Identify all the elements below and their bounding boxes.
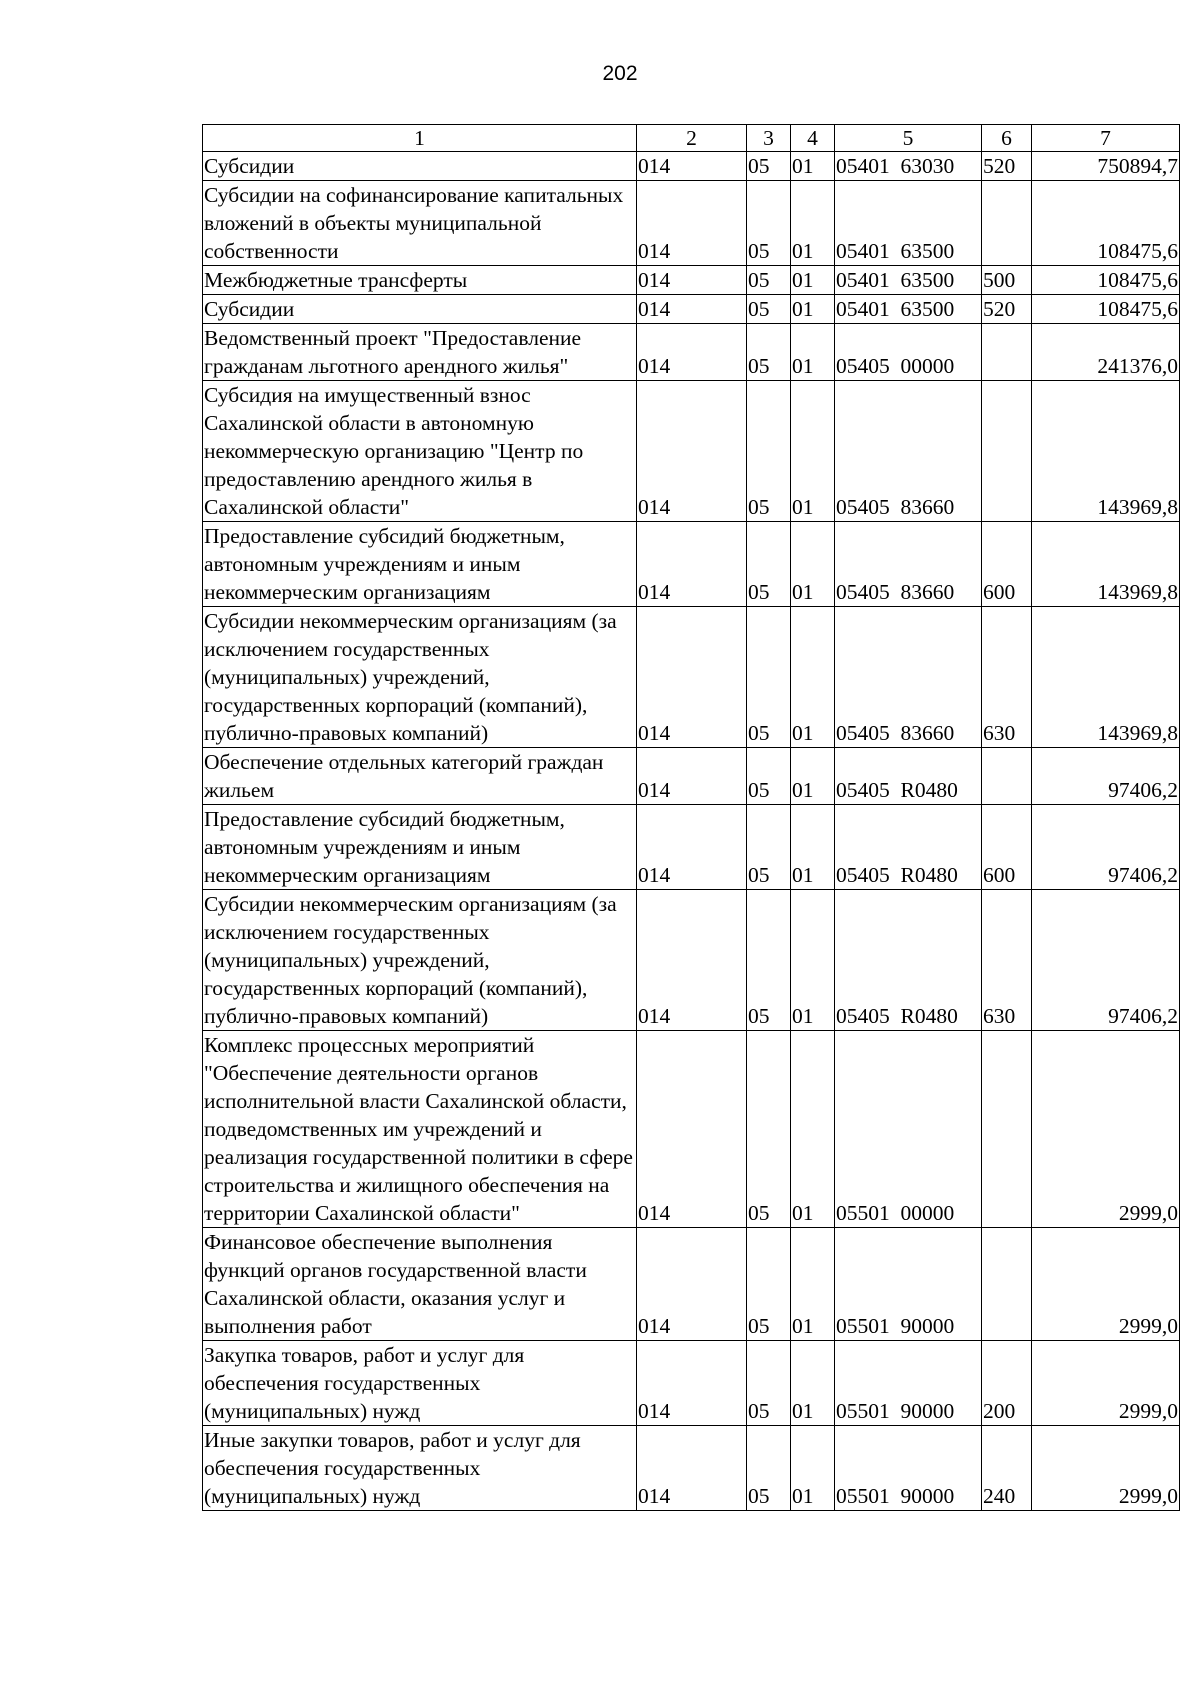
- row-name-cell: Субсидии: [203, 152, 637, 181]
- amount-cell: 97406,2: [1032, 890, 1180, 1031]
- section-code-cell: 05: [747, 1341, 791, 1426]
- target-article-cell: 05401 63500: [835, 266, 982, 295]
- admin-code-cell: 014: [637, 805, 747, 890]
- subsection-code-cell: 01: [791, 381, 835, 522]
- amount-cell: 108475,6: [1032, 295, 1180, 324]
- table-row: [203, 805, 1180, 890]
- amount-cell: 241376,0: [1032, 324, 1180, 381]
- admin-code-cell: 014: [637, 748, 747, 805]
- expense-type-cell: 600: [982, 522, 1032, 607]
- target-article-cell: 05501 90000: [835, 1341, 982, 1426]
- expense-type-cell: [982, 181, 1032, 266]
- amount-cell: 108475,6: [1032, 181, 1180, 266]
- subsection-code-cell: 01: [791, 522, 835, 607]
- column-header-5: 5: [835, 125, 982, 152]
- target-article-cell: 05405 00000: [835, 324, 982, 381]
- admin-code-cell: 014: [637, 266, 747, 295]
- admin-code-cell: 014: [637, 1426, 747, 1511]
- subsection-code-cell: 01: [791, 805, 835, 890]
- target-article-cell: 05405 R0480: [835, 748, 982, 805]
- admin-code-cell: 014: [637, 295, 747, 324]
- subsection-code-cell: 01: [791, 1341, 835, 1426]
- target-article-cell: 05405 83660: [835, 381, 982, 522]
- expense-type-cell: 240: [982, 1426, 1032, 1511]
- amount-cell: 143969,8: [1032, 522, 1180, 607]
- admin-code-cell: 014: [637, 1228, 747, 1341]
- admin-code-cell: 014: [637, 1031, 747, 1228]
- section-code-cell: 05: [747, 748, 791, 805]
- amount-cell: 2999,0: [1032, 1228, 1180, 1341]
- admin-code-cell: 014: [637, 522, 747, 607]
- expense-type-cell: 630: [982, 607, 1032, 748]
- expense-type-cell: [982, 381, 1032, 522]
- amount-cell: 143969,8: [1032, 381, 1180, 522]
- budget-table: [202, 124, 1180, 1511]
- table-row: [203, 1426, 1180, 1511]
- target-article-cell: 05405 R0480: [835, 805, 982, 890]
- row-name-cell: Закупка товаров, работ и услуг для обеспечения государственных (муниципальных) нужд: [203, 1341, 637, 1426]
- amount-cell: 97406,2: [1032, 805, 1180, 890]
- page-number: 202: [602, 62, 638, 85]
- admin-code-cell: 014: [637, 152, 747, 181]
- row-name-cell: Субсидии некоммерческим организациям (за исключением государственных (муниципальных) учреждений, государственных корпораций (компаний), публично-правовых компаний): [203, 890, 637, 1031]
- subsection-code-cell: 01: [791, 1031, 835, 1228]
- section-code-cell: 05: [747, 266, 791, 295]
- table-row: [203, 522, 1180, 607]
- row-name-cell: Ведомственный проект "Предоставление гражданам льготного арендного жилья": [203, 324, 637, 381]
- admin-code-cell: 014: [637, 607, 747, 748]
- table-row: [203, 152, 1180, 181]
- section-code-cell: 05: [747, 324, 791, 381]
- target-article-cell: 05401 63500: [835, 295, 982, 324]
- section-code-cell: 05: [747, 805, 791, 890]
- column-header-6: 6: [982, 125, 1032, 152]
- row-name-cell: Комплекс процессных мероприятий "Обеспечение деятельности органов исполнительной власти Сахалинской области, подведомственных им учреждений и реализация государственной политики в сфере строительства и жилищного обеспечения на территории Сахалинской области": [203, 1031, 637, 1228]
- expense-type-cell: 600: [982, 805, 1032, 890]
- column-header-3: 3: [747, 125, 791, 152]
- table-body: [203, 152, 1180, 1511]
- section-code-cell: 05: [747, 890, 791, 1031]
- table-row: [203, 1228, 1180, 1341]
- subsection-code-cell: 01: [791, 295, 835, 324]
- subsection-code-cell: 01: [791, 1228, 835, 1341]
- row-name-cell: Межбюджетные трансферты: [203, 266, 637, 295]
- admin-code-cell: 014: [637, 381, 747, 522]
- admin-code-cell: 014: [637, 181, 747, 266]
- subsection-code-cell: 01: [791, 152, 835, 181]
- expense-type-cell: 500: [982, 266, 1032, 295]
- admin-code-cell: 014: [637, 890, 747, 1031]
- column-header-2: 2: [637, 125, 747, 152]
- table-row: [203, 381, 1180, 522]
- table-row: [203, 266, 1180, 295]
- row-name-cell: Субсидия на имущественный взнос Сахалинской области в автономную некоммерческую организацию "Центр по предоставлению арендного жилья в Сахалинской области": [203, 381, 637, 522]
- table-row: [203, 1031, 1180, 1228]
- section-code-cell: 05: [747, 1031, 791, 1228]
- expense-type-cell: [982, 748, 1032, 805]
- section-code-cell: 05: [747, 181, 791, 266]
- row-name-cell: Предоставление субсидий бюджетным, автономным учреждениям и иным некоммерческим организациям: [203, 805, 637, 890]
- admin-code-cell: 014: [637, 1341, 747, 1426]
- amount-cell: 2999,0: [1032, 1341, 1180, 1426]
- subsection-code-cell: 01: [791, 748, 835, 805]
- expense-type-cell: [982, 324, 1032, 381]
- expense-type-cell: 520: [982, 152, 1032, 181]
- target-article-cell: 05501 00000: [835, 1031, 982, 1228]
- amount-cell: 108475,6: [1032, 266, 1180, 295]
- subsection-code-cell: 01: [791, 1426, 835, 1511]
- expense-type-cell: 200: [982, 1341, 1032, 1426]
- expense-type-cell: 520: [982, 295, 1032, 324]
- admin-code-cell: 014: [637, 324, 747, 381]
- section-code-cell: 05: [747, 607, 791, 748]
- amount-cell: 97406,2: [1032, 748, 1180, 805]
- column-header-1: 1: [203, 125, 637, 152]
- table-row: [203, 324, 1180, 381]
- column-header-7: 7: [1032, 125, 1180, 152]
- section-code-cell: 05: [747, 1426, 791, 1511]
- target-article-cell: 05401 63500: [835, 181, 982, 266]
- row-name-cell: Субсидии на софинансирование капитальных вложений в объекты муниципальной собственности: [203, 181, 637, 266]
- target-article-cell: 05405 83660: [835, 607, 982, 748]
- row-name-cell: Субсидии некоммерческим организациям (за исключением государственных (муниципальных) учреждений, государственных корпораций (компаний), публично-правовых компаний): [203, 607, 637, 748]
- target-article-cell: 05405 83660: [835, 522, 982, 607]
- subsection-code-cell: 01: [791, 266, 835, 295]
- table-header-row: [203, 125, 1180, 152]
- subsection-code-cell: 01: [791, 607, 835, 748]
- target-article-cell: 05501 90000: [835, 1228, 982, 1341]
- amount-cell: 750894,7: [1032, 152, 1180, 181]
- section-code-cell: 05: [747, 522, 791, 607]
- target-article-cell: 05405 R0480: [835, 890, 982, 1031]
- table-row: [203, 890, 1180, 1031]
- row-name-cell: Обеспечение отдельных категорий граждан жильем: [203, 748, 637, 805]
- expense-type-cell: 630: [982, 890, 1032, 1031]
- table-row: [203, 1341, 1180, 1426]
- expense-type-cell: [982, 1228, 1032, 1341]
- amount-cell: 143969,8: [1032, 607, 1180, 748]
- table-row: [203, 181, 1180, 266]
- section-code-cell: 05: [747, 152, 791, 181]
- row-name-cell: Предоставление субсидий бюджетным, автономным учреждениям и иным некоммерческим организациям: [203, 522, 637, 607]
- table-row: [203, 295, 1180, 324]
- row-name-cell: Иные закупки товаров, работ и услуг для обеспечения государственных (муниципальных) нужд: [203, 1426, 637, 1511]
- row-name-cell: Финансовое обеспечение выполнения функций органов государственной власти Сахалинской области, оказания услуг и выполнения работ: [203, 1228, 637, 1341]
- amount-cell: 2999,0: [1032, 1426, 1180, 1511]
- table-row: [203, 607, 1180, 748]
- subsection-code-cell: 01: [791, 181, 835, 266]
- section-code-cell: 05: [747, 1228, 791, 1341]
- table-row: [203, 748, 1180, 805]
- subsection-code-cell: 01: [791, 324, 835, 381]
- section-code-cell: 05: [747, 381, 791, 522]
- row-name-cell: Субсидии: [203, 295, 637, 324]
- column-header-4: 4: [791, 125, 835, 152]
- target-article-cell: 05501 90000: [835, 1426, 982, 1511]
- amount-cell: 2999,0: [1032, 1031, 1180, 1228]
- target-article-cell: 05401 63030: [835, 152, 982, 181]
- expense-type-cell: [982, 1031, 1032, 1228]
- section-code-cell: 05: [747, 295, 791, 324]
- subsection-code-cell: 01: [791, 890, 835, 1031]
